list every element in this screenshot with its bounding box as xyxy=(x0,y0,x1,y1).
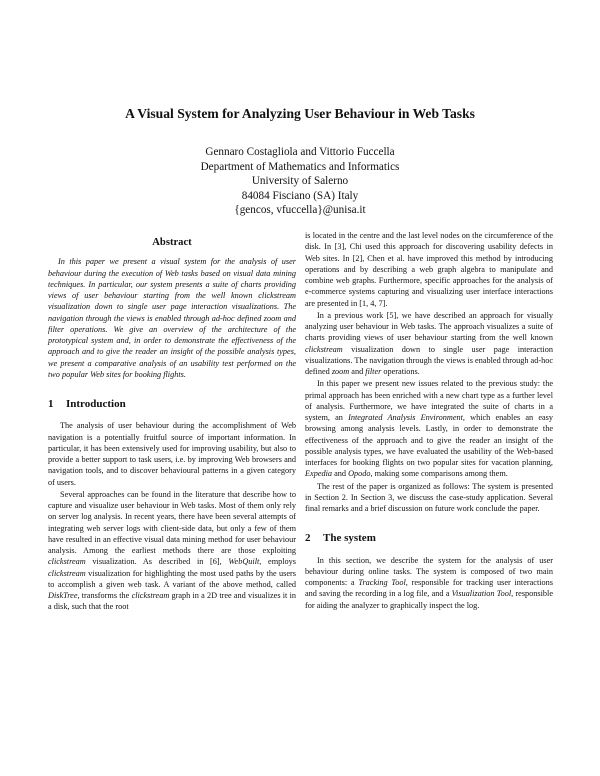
author-names: Gennaro Costagliola and Vittorio Fuccella xyxy=(205,146,395,158)
abstract-heading: Abstract xyxy=(152,237,192,248)
author-emails: {gencos, vfuccella}@unisa.it xyxy=(234,204,366,217)
intro-paragraph-5: The rest of the paper is organized as follows: The system is presented in Section 2. In Section 3, we discuss the case-study application. Several final remarks and a brief discussion on future work conclude the paper. xyxy=(305,481,553,513)
section-heading-introduction xyxy=(48,399,296,410)
affiliation-department: Department of Mathematics and Informatics xyxy=(200,160,400,173)
intro-paragraph-4: In this paper we present new issues related to the previous study: the primal approach has been enriched with a new chart type as a further level of analysis. Furthermore, we have integrated the suite of charts in a system, an Integrated Analysis Environment, which enables an easy browsing among analysis levels. Lastly, in order to demonstrate the effectiveness of the approach and to give the reader an insight of the possible analysis types, we have evaluated the usability of the Web-based interfaces for booking flights on two popular sites for vacation planning, Expedia and Opodo, making some comparisons among them. xyxy=(305,379,553,479)
section-number: 2 xyxy=(305,532,311,545)
left-column xyxy=(48,237,296,613)
abstract-text: In this paper we present a visual system for the analysis of user behaviour during the execution of Web tasks based on visual data mining techniques. In particular, our system presents a suite of charts providing views of user behaviour starting from the well known clickstream visualization down to single user page interaction visualizations. The navigation through the views is enabled through ad-hoc defined zoom and filter operations. We give an overview of the architecture of the prototypical system and, in order to demonstrate the effectiveness of the approach and to give the reader an insight of the possible analysis types, we present a comparative analysis of an usability test performed on the two popular Web sites for booking flights. xyxy=(48,257,296,379)
author-block xyxy=(0,145,600,218)
paper-title: A Visual System for Analyzing User Behaviour in Web Tasks xyxy=(125,106,475,121)
intro-paragraph-2-continued: is located in the centre and the last level nodes on the circumference of the disk. In [3], Chi used this approach for discovering usability defects in Web sites. In [2], Chen et al. have improved this method by introducing operations and by describing a web graph algebra to manipulate and combine web graphs. Furthermore, specific approaches for the analysis of e-commerce systems capturing and visualizing user interface interactions are presented in [1, 4, 7]. xyxy=(305,231,553,308)
section-number: 1 xyxy=(48,398,54,410)
section-heading-system xyxy=(305,533,553,544)
section-title: The system xyxy=(323,532,376,545)
section-title: Introduction xyxy=(66,398,126,410)
intro-paragraph-2: Several approaches can be found in the literature that describe how to capture and visualize user behaviour in Web tasks. Most of them only rely on server log analysis. In recent years, there have been several attempts of integrating web server logs with client-side data, but only a few of them have resulted in an effective visual data mining method for user behaviour analysis. Among the earliest methods there are those exploiting clickstream visualization. As described in [6], WebQuilt, employs clickstream visualization for highlighting the most used paths by the users to accomplish a given web task. A variant of the above method, called DiskTree, transforms the clickstream graph in a 2D tree and visualizes it in a disk, such that the root xyxy=(48,489,296,612)
intro-paragraph-3: In a previous work [5], we have described an approach for visually analyzing user behaviour in Web tasks. The approach visualizes a suite of charts providing views of user behaviour starting from the well known clickstream visualization down to single user page interaction visualizations. The navigation through the views is enabled through ad-hoc defined zoom and filter operations. xyxy=(305,310,553,376)
system-paragraph-1: In this section, we describe the system for the analysis of user behaviour during online tasks. The system is composed of two main components: a Tracking Tool, responsible for tracking user interactions and saving the recording in a log file, and a Visualization Tool, responsible for aiding the analyzer to graphically inspect the log. xyxy=(305,555,554,610)
affiliation-address: 84084 Fisciano (SA) Italy xyxy=(241,189,359,202)
right-column xyxy=(305,230,553,611)
intro-paragraph-1: The analysis of user behaviour during the accomplishment of Web navigation is a potentially fruitful source of important information. In particular, it has been extensively used for improving usability, but also to provide a better support to task users, i.e. by improving Web browsers and navigation tools, and to discover behavioural patterns in a given category of users. xyxy=(48,421,296,487)
affiliation-university: University of Salerno xyxy=(251,175,349,188)
